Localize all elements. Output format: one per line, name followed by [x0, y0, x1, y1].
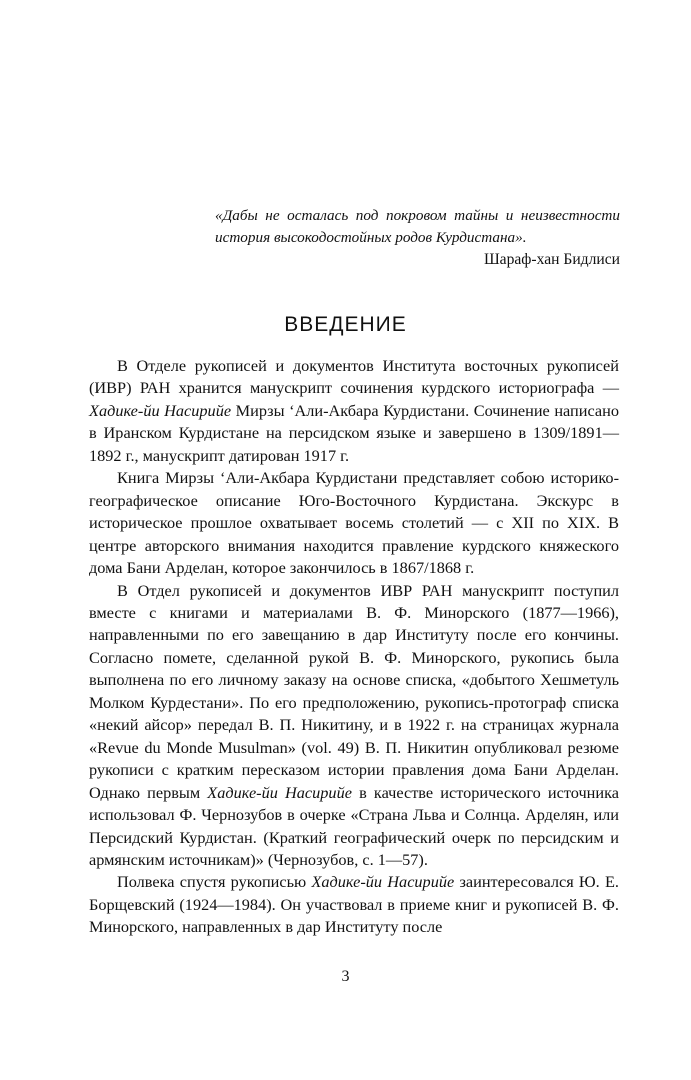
paragraph-2 [89, 467, 619, 579]
paragraph-4-text-a: Полвека спустя рукописью [117, 872, 312, 892]
paragraph-1-italic-title: Хадике-йи Насирийе [89, 400, 232, 420]
paragraph-3-text-b: в качестве исторического источника использовал Ф. Чернозубов в очерке «Страна Льва и Солнца. Арделян, или Персидский Курдистан. (Краткий географический очерк по персидским и армянским источникам)» (Чернозубов, с. 1—57). [89, 782, 619, 869]
paragraph-3-italic-title: Хадике-йи Насирийе [207, 782, 352, 802]
page-number: 3 [341, 968, 350, 985]
body-text [89, 355, 619, 939]
paragraph-1-text-b: Мирзы ‘Али-Акбара Курдистани. Сочинение написано в Иранском Курдистане на персидском языке и завершено в 1309/1891—1892 г., манускрипт датирован 1917 г. [89, 400, 619, 465]
paragraph-1-text-a: В Отделе рукописей и документов Института восточных рукописей (ИВР) РАН хранится манускрипт сочинения курдского историографа — [89, 356, 619, 398]
epigraph [215, 205, 620, 271]
paragraph-4 [89, 871, 619, 938]
paragraph-4-italic-title: Хадике-йи Насирийе [311, 872, 455, 892]
paragraph-3-text-a: В Отдел рукописей и документов ИВР РАН манускрипт поступил вместе с книгами и материалами В. Ф. Минорского (1877—1966), направленными по его завещанию в дар Институту после его кончины. Согласно помете, сделанной рукой В. Ф. Минорского, рукопись была выполнена по его личному заказу на основе списка, «добытого Хешметуль Молком Курдестани». По его предположению, рукопись-протограф списка «некий айсор» передал В. П. Никитину, и в 1922 г. на страницах журнала «Revue du Monde Musulman» (vol. 49) В. П. Никитин опубликовал резюме рукописи с кратким пересказом истории правления дома Бани Арделан. Однако первым [89, 580, 619, 802]
epigraph-quote: «Дабы не осталась под покровом тайны и неизвестности история высокодостойных родов Курдистана». [215, 207, 620, 246]
paragraph-2-text: Книга Мирзы ‘Али-Акбара Курдистани представляет собою историко-географическое описание Юго-Восточного Курдистана. Экскурс в историческое прошлое охватывает восемь столетий — с XII по XIX. В центре авторского внимания находится правление курдского княжеского дома Бани Арделан, которое закончилось в 1867/1868 г. [89, 468, 619, 578]
section-title: ВВЕДЕНИЕ [284, 313, 407, 336]
epigraph-author: Шараф-хан Бидлиси [483, 251, 620, 268]
paragraph-3 [89, 580, 619, 872]
paragraph-4-text-b: заинтересовался Ю. Е. Борщевский (1924—1984). Он участвовал в приеме книг и рукописей В. Ф. Минорского, направленных в дар Институту после [89, 872, 619, 937]
paragraph-1 [89, 355, 619, 467]
